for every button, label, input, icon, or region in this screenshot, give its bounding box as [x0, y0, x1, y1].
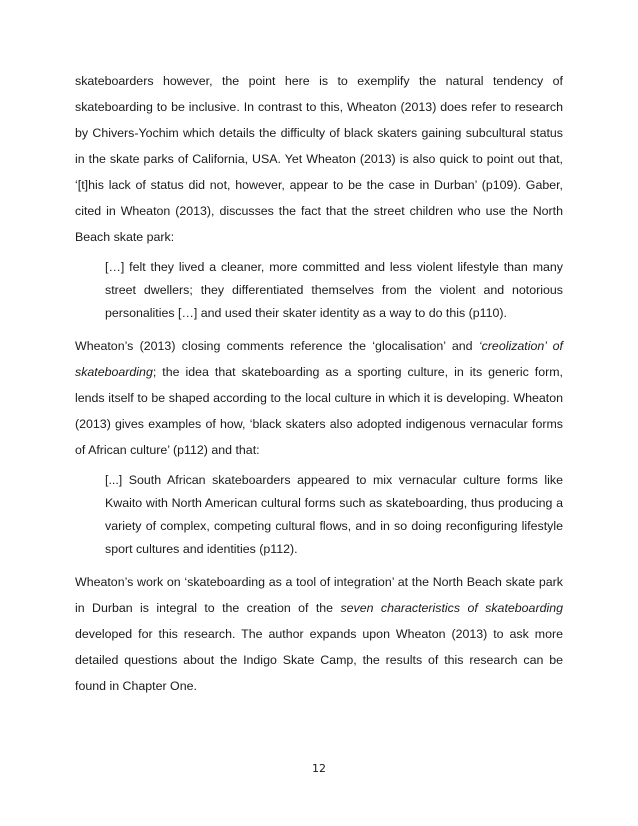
paragraph-3-text-a: Wheaton’s work on ‘skateboarding as a tool of integration’ at the North Beach skate park in Durban is integral to the creation of the	[75, 575, 563, 615]
paragraph-3-text-b: developed for this research. The author expands upon Wheaton (2013) to ask more detailed questions about the Indigo Skate Camp, the results of this research can be found in Chapter One.	[75, 627, 563, 693]
paragraph-2-text-b: ; the idea that skateboarding as a sporting culture, in its generic form, lends itself to be shaped according to the local culture in which it is developing. Wheaton (2013) gives examples of how, ‘black skaters also adopted indigenous vernacular forms of African culture’ (p112) and that:	[75, 365, 563, 457]
paragraph-1: skateboarders however, the point here is to exemplify the natural tendency of skateboarding to be inclusive. In contrast to this, Wheaton (2013) does refer to research by Chivers-Yochim which details the difficulty of black skaters gaining subcultural status in the skate parks of California, USA. Yet Wheaton (2013) is also quick to point out that, ‘[t]his lack of status did not, however, appear to be the case in Durban’ (p109). Gaber, cited in Wheaton (2013), discusses the fact that the street children who use the North Beach skate park:	[75, 74, 563, 244]
paragraph-2	[75, 333, 563, 463]
block-quote-2: [...] South African skateboarders appeared to mix vernacular culture forms like Kwaito with North American cultural forms such as skateboarding, thus producing a variety of complex, competing cultural flows, and in so doing reconfiguring lifestyle sport cultures and identities (p112).	[105, 473, 563, 556]
block-quote-1: […] felt they lived a cleaner, more committed and less violent lifestyle than many street dwellers; they differentiated themselves from the violent and notorious personalities […] and used their skater identity as a way to do this (p110).	[105, 260, 563, 320]
page-body	[75, 68, 563, 699]
page-number: 12	[312, 762, 326, 775]
paragraph-3	[75, 569, 563, 699]
paragraph-2-text-a: Wheaton’s (2013) closing comments reference the ‘glocalisation’ and	[75, 339, 479, 353]
paragraph-3-italic-term: seven characteristics of skateboarding	[340, 601, 563, 615]
paragraph-2-italic-term: ‘creolization’ of skateboarding	[75, 339, 564, 379]
